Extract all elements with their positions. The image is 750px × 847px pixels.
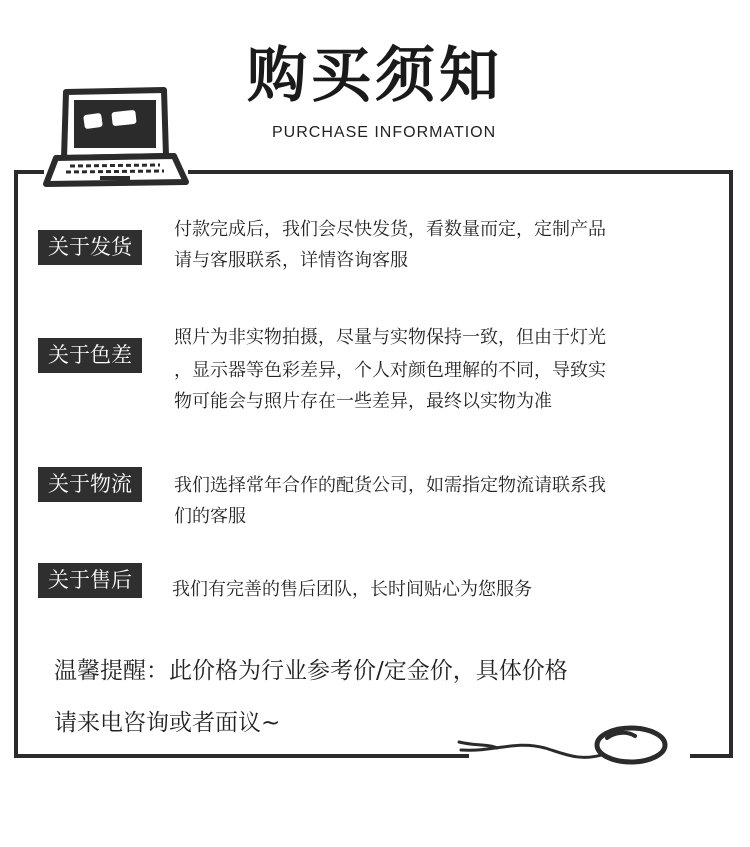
section-label: 关于发货 (38, 230, 142, 265)
section-text-line: 照片为非实物拍摄，尽量与实物保持一致，但由于灯光 (174, 327, 606, 348)
mouse-icon (455, 718, 685, 778)
frame-bottom-left (14, 754, 469, 758)
section-text-line: 请与客服联系，详情咨询客服 (174, 250, 408, 271)
section-text-line: 我们有完善的售后团队，长时间贴心为您服务 (172, 579, 532, 600)
section-label: 关于色差 (38, 338, 142, 373)
section-text-line: 们的客服 (174, 506, 246, 527)
laptop-icon (40, 86, 190, 191)
section-label: 关于物流 (38, 467, 142, 502)
frame-top-right (188, 170, 733, 174)
section-text-line: ，显示器等色彩差异，个人对颜色理解的不同，导致实 (174, 360, 606, 381)
frame-bottom-right (690, 754, 733, 758)
reminder-line: 请来电咨询或者面议~ (54, 710, 281, 736)
page-subtitle: PURCHASE INFORMATION (272, 124, 497, 141)
section-text-line: 物可能会与照片存在一些差异，最终以实物为准 (174, 391, 552, 412)
section-text-line: 我们选择常年合作的配货公司，如需指定物流请联系我 (174, 475, 606, 496)
frame-right (729, 170, 733, 758)
page-title: 购买须知 (247, 41, 503, 111)
frame-left (14, 170, 18, 758)
reminder-line: 温馨提醒：此价格为行业参考价/定金价，具体价格 (54, 658, 568, 684)
section-label: 关于售后 (38, 563, 142, 598)
section-text-line: 付款完成后，我们会尽快发货，看数量而定，定制产品 (174, 219, 606, 240)
